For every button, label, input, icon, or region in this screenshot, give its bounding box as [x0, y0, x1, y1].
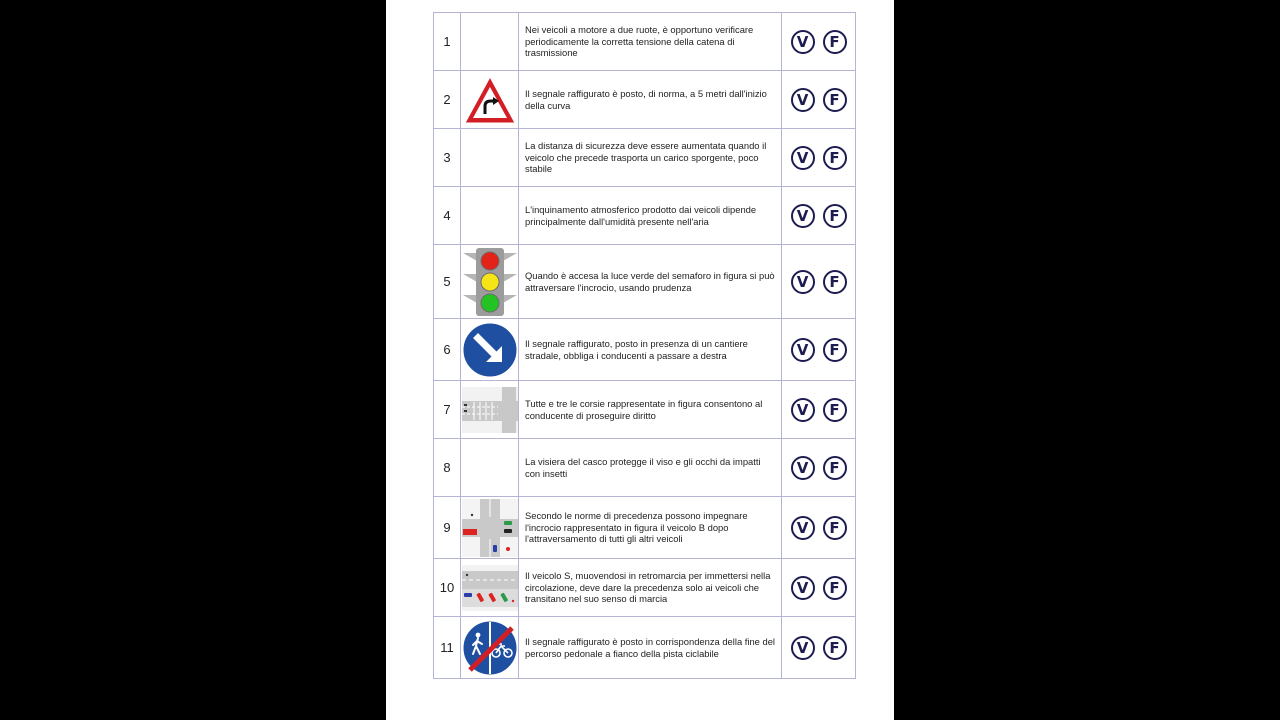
question-number: 5: [434, 245, 461, 319]
question-text: Quando è accesa la luce verde del semaforo in figura si può attraversare l'incrocio, usando prudenza: [519, 245, 782, 319]
true-button[interactable]: V: [791, 204, 815, 228]
question-row: [434, 13, 856, 71]
question-number: 8: [434, 439, 461, 497]
question-text: Il segnale raffigurato è posto, di norma, a 5 metri dall'inizio della curva: [519, 71, 782, 129]
false-button[interactable]: F: [823, 146, 847, 170]
true-button[interactable]: V: [791, 30, 815, 54]
question-row: [434, 439, 856, 497]
question-number: 3: [434, 129, 461, 187]
question-image: [461, 71, 519, 129]
true-button[interactable]: V: [791, 338, 815, 362]
question-row: [434, 245, 856, 319]
false-button[interactable]: F: [823, 636, 847, 660]
true-button[interactable]: V: [791, 456, 815, 480]
answer-cell: [782, 187, 856, 245]
answer-cell: [782, 439, 856, 497]
end-pedestrian-cycle-sign-icon: [462, 620, 518, 676]
answer-cell: [782, 245, 856, 319]
question-image-empty: [461, 13, 519, 71]
quiz-table: [433, 12, 856, 679]
lanes-diagram-icon: [462, 387, 518, 433]
question-image: [461, 245, 519, 319]
question-number: 9: [434, 497, 461, 559]
question-image-empty: [461, 439, 519, 497]
question-image: [461, 617, 519, 679]
quiz-page: [386, 0, 894, 720]
question-row: [434, 497, 856, 559]
question-row: [434, 381, 856, 439]
false-button[interactable]: F: [823, 456, 847, 480]
answer-cell: [782, 559, 856, 617]
question-number: 6: [434, 319, 461, 381]
answer-cell: [782, 381, 856, 439]
question-text: Secondo le norme di precedenza possono impegnare l'incrocio rappresentato in figura il veicolo B dopo l'attraversamento di tutti gli altri veicoli: [519, 497, 782, 559]
false-button[interactable]: F: [823, 516, 847, 540]
question-text: La visiera del casco protegge il viso e gli occhi da impatti con insetti: [519, 439, 782, 497]
false-button[interactable]: F: [823, 576, 847, 600]
question-row: [434, 129, 856, 187]
question-row: [434, 319, 856, 381]
question-image: [461, 381, 519, 439]
true-button[interactable]: V: [791, 576, 815, 600]
traffic-light-icon: [462, 247, 518, 317]
false-button[interactable]: F: [823, 338, 847, 362]
true-button[interactable]: V: [791, 516, 815, 540]
true-button[interactable]: V: [791, 270, 815, 294]
question-image: [461, 559, 519, 617]
answer-cell: [782, 71, 856, 129]
false-button[interactable]: F: [823, 30, 847, 54]
question-number: 11: [434, 617, 461, 679]
keep-right-sign-icon: [462, 322, 518, 378]
true-button[interactable]: V: [791, 398, 815, 422]
answer-cell: [782, 13, 856, 71]
false-button[interactable]: F: [823, 88, 847, 112]
question-text: Il segnale raffigurato, posto in presenza di un cantiere stradale, obbliga i conducenti a passare a destra: [519, 319, 782, 381]
true-button[interactable]: V: [791, 636, 815, 660]
answer-cell: [782, 617, 856, 679]
question-row: [434, 71, 856, 129]
question-row: [434, 559, 856, 617]
false-button[interactable]: F: [823, 204, 847, 228]
parking-diagram-icon: [462, 565, 518, 611]
answer-cell: [782, 319, 856, 381]
false-button[interactable]: F: [823, 270, 847, 294]
true-button[interactable]: V: [791, 88, 815, 112]
question-row: [434, 187, 856, 245]
question-text: Nei veicoli a motore a due ruote, è opportuno verificare periodicamente la corretta tensione della catena di trasmissione: [519, 13, 782, 71]
intersection-diagram-icon: [462, 499, 518, 557]
question-number: 7: [434, 381, 461, 439]
question-image-empty: [461, 187, 519, 245]
curve-warning-sign-icon: [463, 74, 517, 126]
question-number: 4: [434, 187, 461, 245]
question-row: [434, 617, 856, 679]
question-image: [461, 319, 519, 381]
question-image: [461, 497, 519, 559]
question-number: 2: [434, 71, 461, 129]
true-button[interactable]: V: [791, 146, 815, 170]
false-button[interactable]: F: [823, 398, 847, 422]
question-text: Il veicolo S, muovendosi in retromarcia per immettersi nella circolazione, deve dare la precedenza solo ai veicoli che transitano nel suo senso di marcia: [519, 559, 782, 617]
question-text: La distanza di sicurezza deve essere aumentata quando il veicolo che precede trasporta un carico sporgente, poco stabile: [519, 129, 782, 187]
question-number: 1: [434, 13, 461, 71]
question-text: Il segnale raffigurato è posto in corrispondenza della fine del percorso pedonale a fianco della pista ciclabile: [519, 617, 782, 679]
question-image-empty: [461, 129, 519, 187]
question-number: 10: [434, 559, 461, 617]
question-text: L'inquinamento atmosferico prodotto dai veicoli dipende principalmente dall'umidità presente nell'aria: [519, 187, 782, 245]
answer-cell: [782, 497, 856, 559]
answer-cell: [782, 129, 856, 187]
question-text: Tutte e tre le corsie rappresentate in figura consentono al conducente di proseguire diritto: [519, 381, 782, 439]
